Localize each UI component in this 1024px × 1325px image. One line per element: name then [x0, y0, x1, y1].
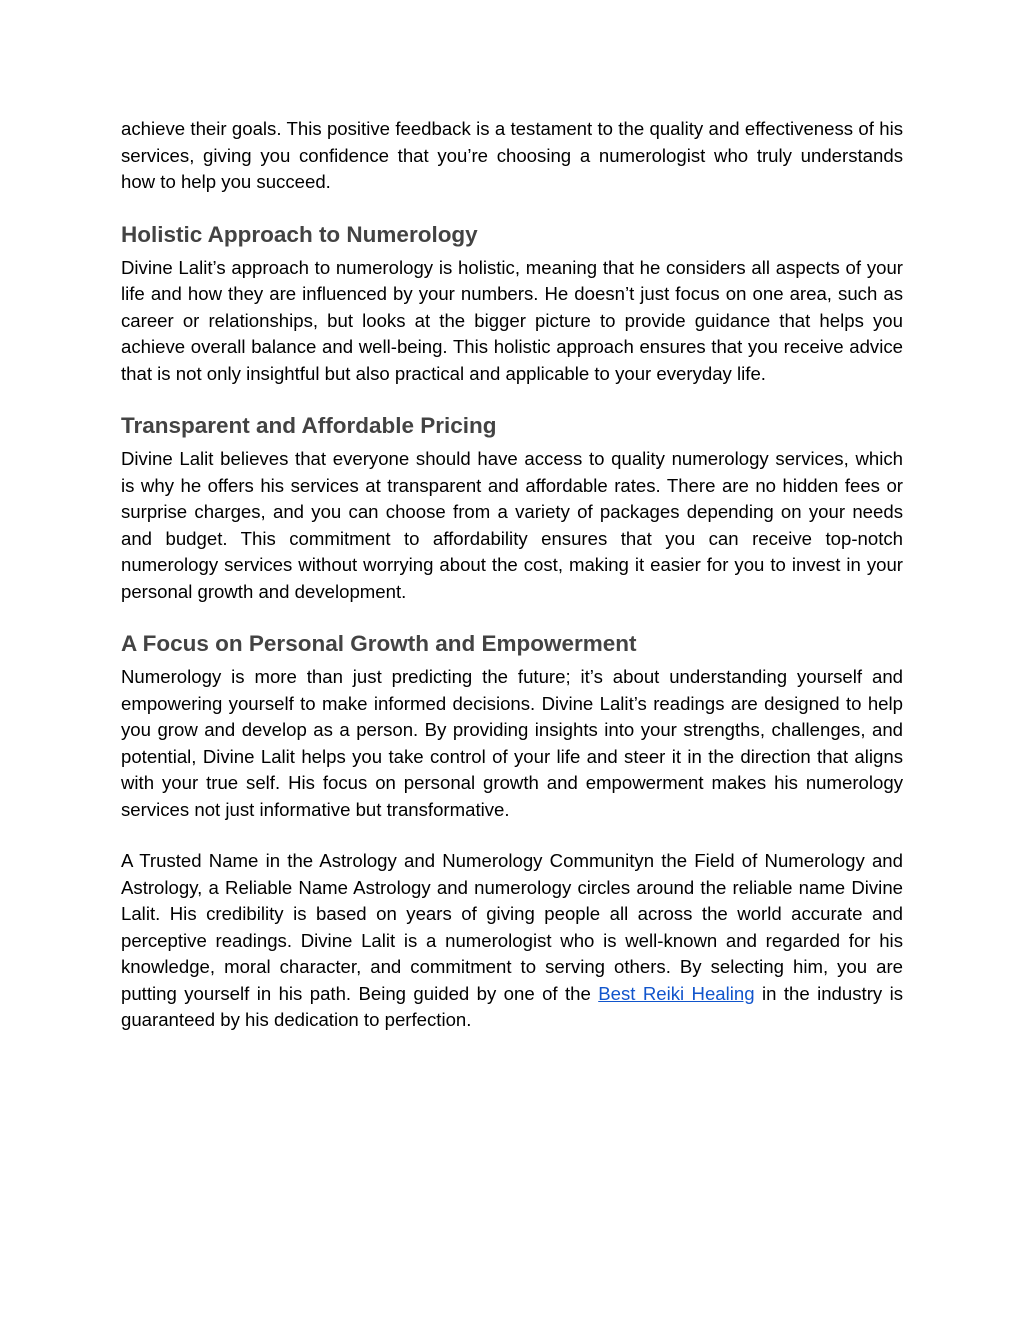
section-heading-transparent-pricing: Transparent and Affordable Pricing: [121, 413, 497, 438]
closing-text-after-link: in the industry is guaranteed by his dedication to perfection.: [121, 982, 904, 1030]
section-body-transparent-pricing: Divine Lalit believes that everyone should have access to quality numerology services, which is why he offers his services at transparent and affordable rates. There are no hidden fees or surprise charges, and you can choose from a variety of packages depending on your needs and budget. This commitment to affordability ensures that you can receive top-notch numerology services without worrying about the cost, making it easier for you to invest in your personal growth and development.: [121, 448, 903, 602]
section-heading-personal-growth: A Focus on Personal Growth and Empowerment: [121, 631, 637, 656]
section-body-holistic-approach: Divine Lalit’s approach to numerology is holistic, meaning that he considers all aspects of your life and how they are influenced by your numbers. He doesn’t just focus on one area, such as career or relationships, but looks at the bigger picture to provide guidance that helps you achieve overall balance and well-being. This holistic approach ensures that you receive advice that is not only insightful but also practical and applicable to your everyday life.: [121, 256, 903, 384]
intro-paragraph: achieve their goals. This positive feedback is a testament to the quality and effectiveness of his services, giving you confidence that you’re choosing a numerologist who truly understands how to help you succeed.: [121, 118, 903, 192]
section-body-personal-growth: Numerology is more than just predicting the future; it’s about understanding yourself and empowering yourself to make informed decisions. Divine Lalit’s readings are designed to help you grow and develop as a person. By providing insights into your strengths, challenges, and potential, Divine Lalit helps you take control of your life and steer it in the direction that aligns with your true self. His focus on personal growth and empowerment makes his numerology services not just informative but transformative.: [121, 666, 903, 820]
section-heading-holistic-approach: Holistic Approach to Numerology: [121, 221, 478, 247]
document-page: [121, 116, 903, 1034]
best-reiki-healing-link[interactable]: Best Reiki Healing: [598, 982, 755, 1004]
closing-paragraph: [121, 848, 903, 1034]
closing-text-before-link: A Trusted Name in the Astrology and Numerology Communityn the Field of Numerology and Astrology, a Reliable Name Astrology and numerology circles around the reliable name Divine Lalit. His credibility is based on years of giving people all across the world accurate and perceptive readings. Divine Lalit is a numerologist who is well-known and regarded for his knowledge, moral character, and commitment to serving others. By selecting him, you are putting yourself in his path. Being guided by one of the: [121, 850, 903, 1004]
